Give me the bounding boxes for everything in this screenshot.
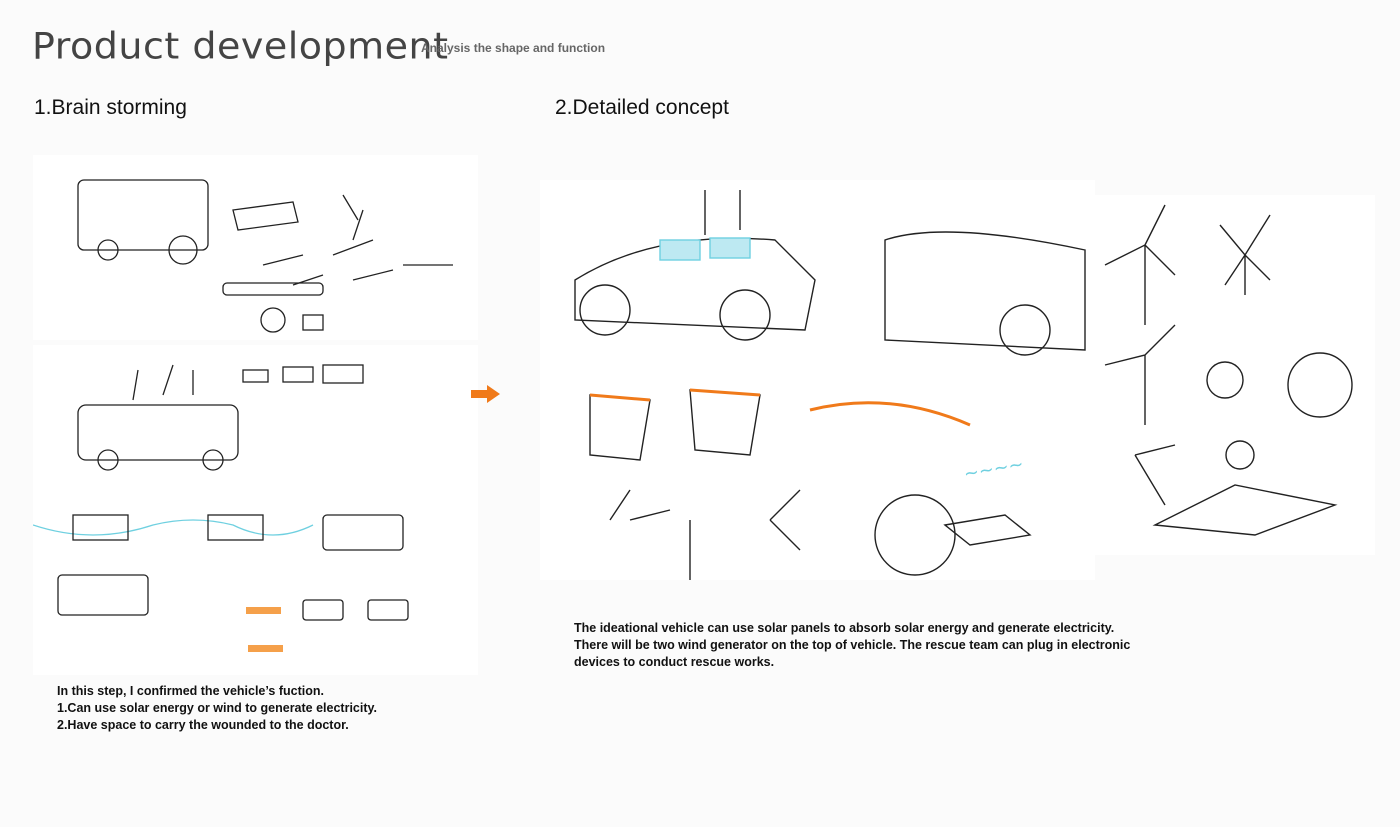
description-line: The ideational vehicle can use solar panels to absorb solar energy and generate electricity. xyxy=(574,621,1115,635)
description-line: 1.Can use solar energy or wind to generate electricity. xyxy=(57,701,378,715)
page-title: Product development xyxy=(32,25,449,67)
description-line: 2.Have space to carry the wounded to the doctor. xyxy=(57,718,349,732)
arrow-right-icon xyxy=(471,385,501,408)
section-heading-brainstorming: 1.Brain storming xyxy=(34,96,187,119)
svg-text:~~~~: ~~~~ xyxy=(962,453,1026,485)
brainstorm-sketch-image-2 xyxy=(33,345,478,675)
page-subtitle: Analysis the shape and function xyxy=(421,41,606,55)
description-line: devices to conduct rescue works. xyxy=(574,655,775,669)
concept-sketch-image-vehicle xyxy=(540,180,1095,580)
description-line: In this step, I confirmed the vehicle’s fuction. xyxy=(57,684,324,698)
concept-description xyxy=(574,620,1130,671)
brainstorming-description xyxy=(57,683,377,734)
concept-sketch-image-wind-generator xyxy=(1095,195,1375,555)
brainstorm-sketch-image-1 xyxy=(33,155,478,340)
section-heading-detailed-concept: 2.Detailed concept xyxy=(555,96,729,119)
description-line: There will be two wind generator on the top of vehicle. The rescue team can plug in electronic xyxy=(574,638,1131,652)
